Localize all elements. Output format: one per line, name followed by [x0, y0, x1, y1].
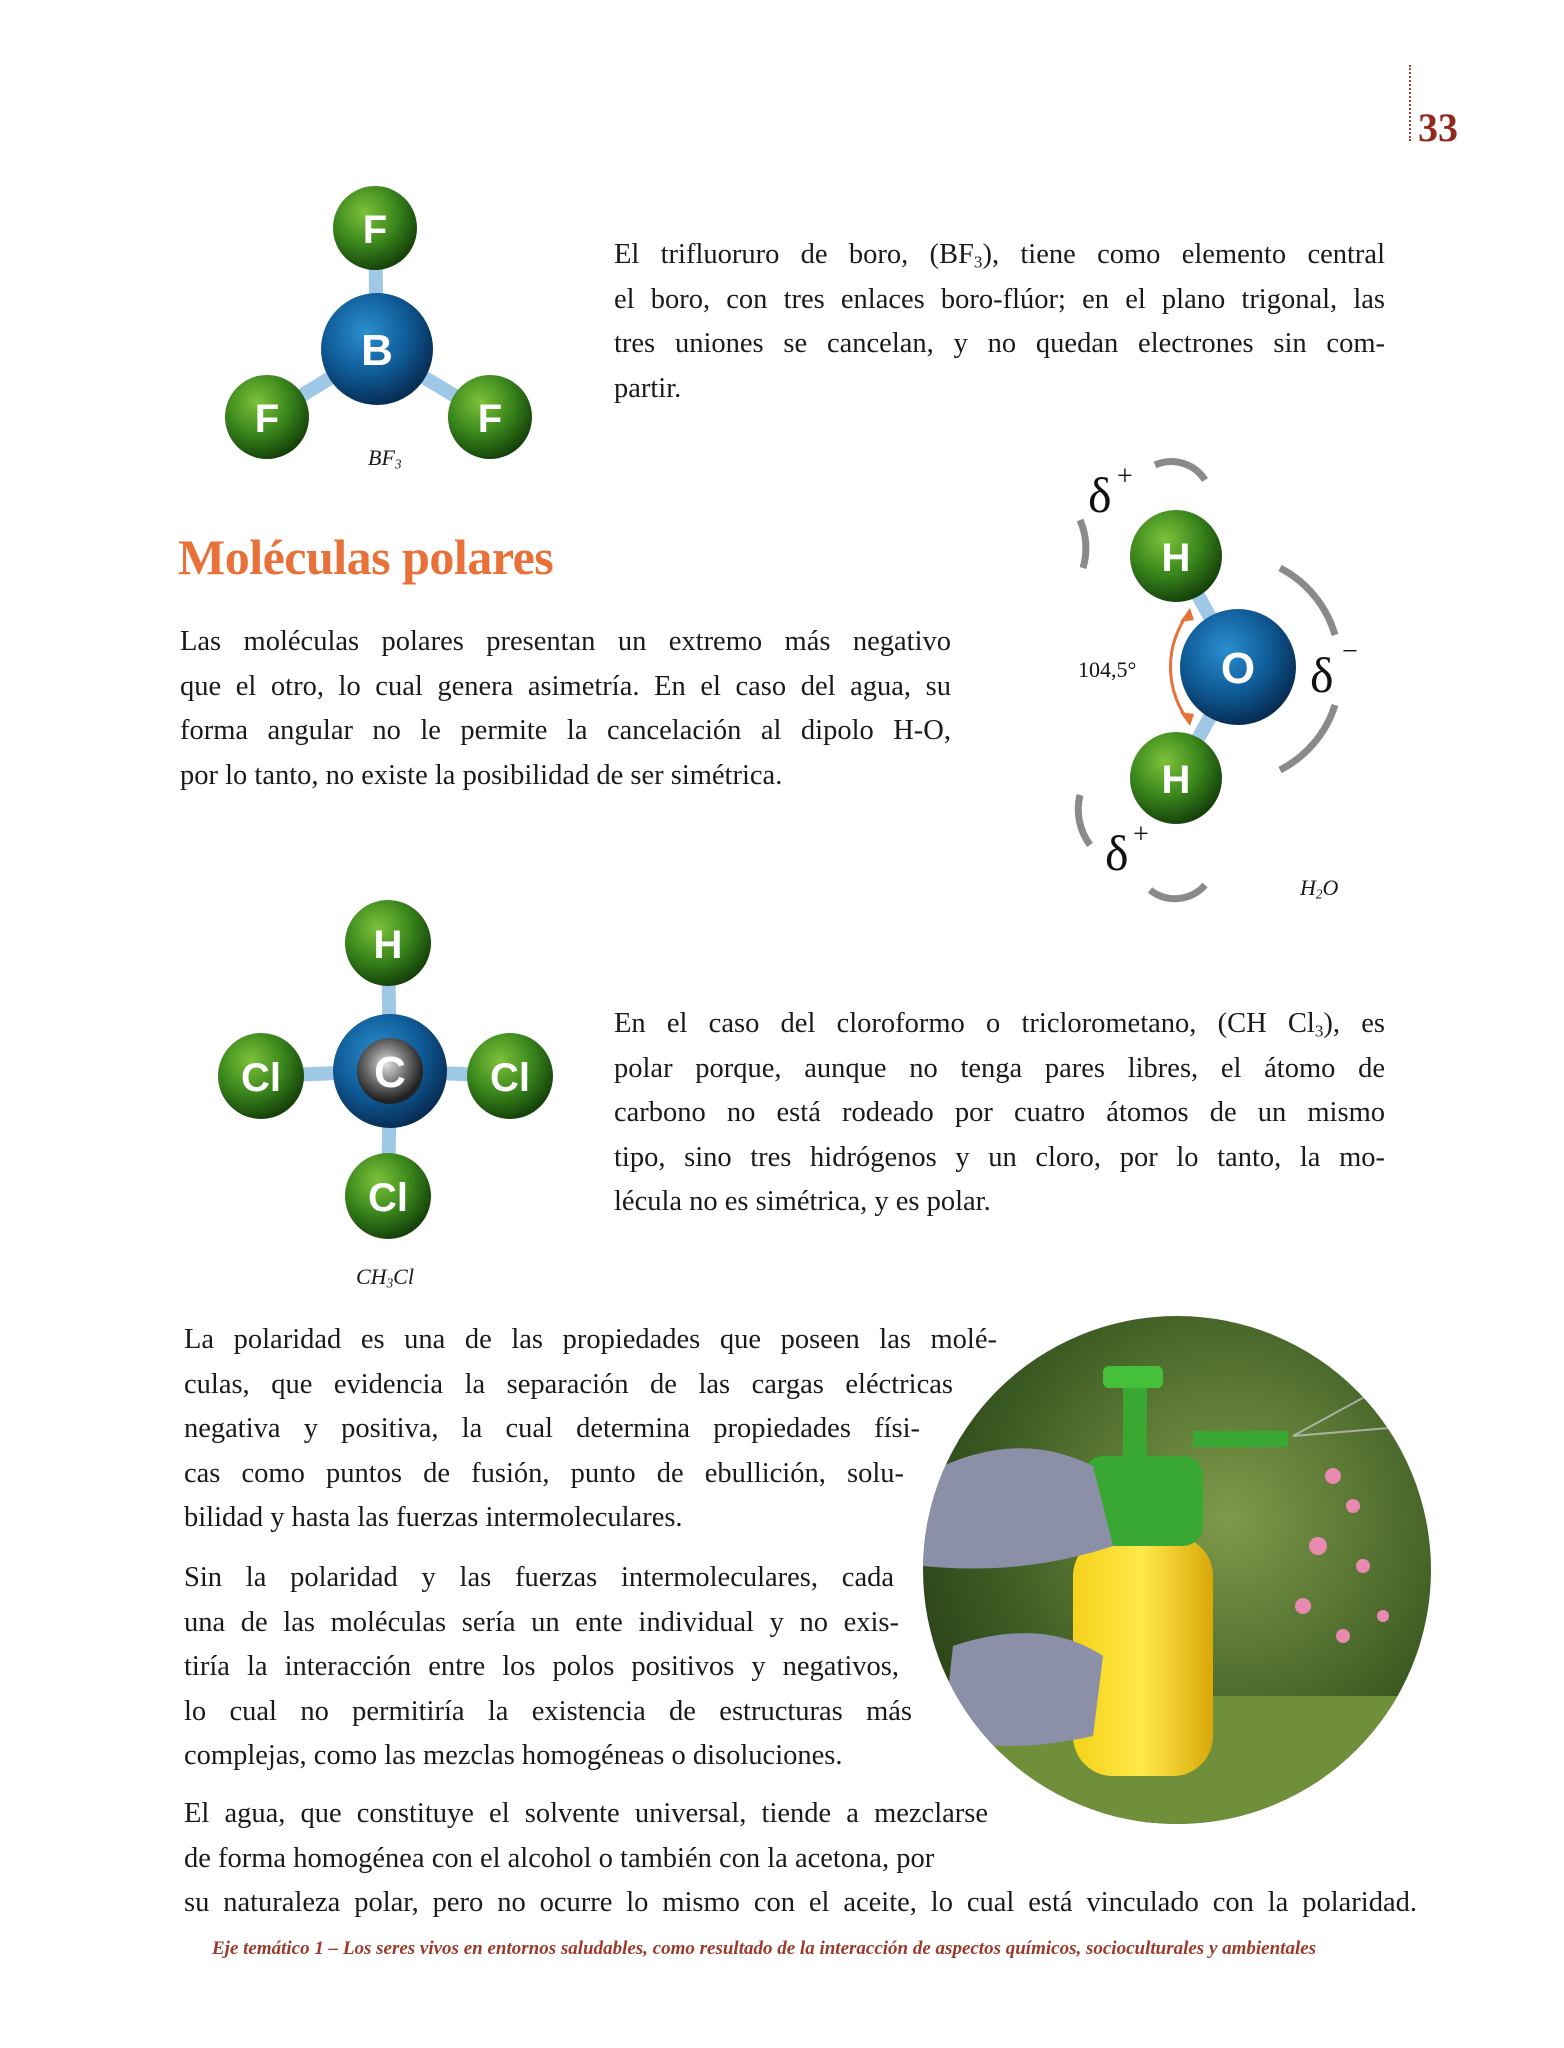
svg-text:C: C: [374, 1048, 406, 1097]
page-footer: Eje temático 1 – Los seres vivos en entornos saludables, como resultado de la interacción de aspectos químicos, socioculturales y ambientales: [212, 1938, 1317, 1959]
svg-text:H: H: [1161, 758, 1191, 802]
text-line: [184, 1645, 899, 1690]
text-segment: una de las moléculas sería un ente individual y no exis-: [184, 1606, 899, 1638]
text-segment: polar porque, aunque no tenga pares libres, el átomo de: [614, 1052, 1385, 1084]
text-line: [614, 1136, 1385, 1181]
text-segment: ), tiene como elemento central: [982, 239, 1385, 270]
spray-bottle-photo: [923, 1316, 1431, 1824]
paragraph-bf3: [614, 233, 1385, 411]
text-segment: culas, que evidencia la separación de las cargas eléctricas: [184, 1368, 953, 1400]
svg-text:B: B: [361, 326, 393, 375]
text-segment: ), es: [1323, 1008, 1385, 1039]
page-number: 33: [1418, 105, 1458, 150]
svg-text:Cl: Cl: [490, 1056, 530, 1100]
text-segment: El trifluoruro de boro, (BF: [614, 239, 974, 270]
text-segment: que el otro, lo cual genera asimetría. En el caso del agua, su: [180, 670, 951, 702]
svg-text:104,5°: 104,5°: [1078, 657, 1137, 682]
text-segment: su naturaleza polar, pero no ocurre lo mismo con el aceite, lo cual está vinculado con la polaridad.: [184, 1887, 1417, 1919]
bf3-caption: $BF_3$: [368, 445, 402, 472]
text-segment: Las moléculas polares presentan un extremo más negativo: [180, 626, 951, 657]
text-line: [614, 233, 1385, 278]
text-segment: La polaridad es una de las propiedades que poseen las molé-: [184, 1324, 997, 1355]
paragraph-polar-molecules: [180, 620, 951, 798]
svg-text:δ: δ: [1088, 467, 1112, 523]
paragraph-chloroform: [614, 1002, 1385, 1225]
text-line: [180, 620, 951, 665]
svg-text:−: −: [1342, 636, 1358, 667]
text-line: [614, 1047, 1385, 1092]
text-line: [184, 1601, 899, 1646]
svg-text:F: F: [254, 397, 280, 441]
text-segment: por lo tanto, no existe la posibilidad de ser simétrica.: [180, 759, 783, 791]
text-segment: lécula no es simétrica, y es polar.: [614, 1186, 991, 1218]
text-line: [184, 1837, 1054, 1882]
subscript: 3: [973, 252, 983, 272]
ch3cl-molecule: [218, 900, 553, 1239]
text-line: [614, 322, 1385, 367]
paragraph-intermolecular: [184, 1556, 934, 1779]
text-segment: el boro, con tres enlaces boro-flúor; en el plano trigonal, las: [614, 283, 1385, 315]
text-segment: partir.: [614, 372, 682, 404]
svg-text:+: +: [1117, 461, 1133, 492]
text-segment: tiría la interacción entre los polos positivos y negativos,: [184, 1651, 899, 1683]
text-line: [184, 1690, 912, 1735]
svg-text:H: H: [373, 923, 403, 967]
ch3cl-caption: $CH_3Cl$: [356, 1264, 414, 1291]
text-line: [180, 665, 951, 710]
text-line: [184, 1881, 1417, 1926]
text-segment: tres uniones se cancelan, y no quedan electrones sin com-: [614, 328, 1385, 360]
text-segment: Sin la polaridad y las fuerzas intermoleculares, cada: [184, 1562, 894, 1593]
text-line: [614, 1091, 1385, 1136]
svg-text:Cl: Cl: [241, 1056, 281, 1100]
text-line: [180, 709, 951, 754]
text-line: [614, 1180, 1385, 1225]
text-segment: lo cual no permitiría la existencia de estructuras más: [184, 1695, 912, 1727]
text-segment: de forma homogénea con el alcohol o también con la acetona, por: [184, 1842, 935, 1874]
text-segment: En el caso del cloroformo o triclorometano, (CH Cl: [614, 1008, 1315, 1039]
bf3-molecule: [225, 186, 532, 459]
text-segment: tipo, sino tres hidrógenos y un cloro, por lo tanto, la mo-: [614, 1141, 1385, 1173]
section-heading: Moléculas polares: [178, 529, 554, 585]
text-line: [614, 1002, 1385, 1047]
text-segment: cas como puntos de fusión, punto de ebullición, solu-: [184, 1457, 904, 1489]
text-line: [184, 1734, 934, 1779]
text-line: [184, 1363, 953, 1408]
text-line: [614, 278, 1385, 323]
text-line: [184, 1452, 904, 1497]
svg-text:F: F: [477, 397, 503, 441]
svg-text:H: H: [1161, 536, 1191, 580]
text-line: [184, 1792, 988, 1837]
text-line: [180, 754, 951, 799]
text-segment: carbono no está rodeado por cuatro átomos de un mismo: [614, 1097, 1385, 1129]
svg-text:δ: δ: [1310, 647, 1334, 703]
text-line: [184, 1318, 997, 1363]
svg-text:Cl: Cl: [368, 1176, 408, 1220]
svg-text:O: O: [1220, 644, 1256, 693]
h2o-caption: $H_2O$: [1300, 875, 1339, 902]
text-segment: negativa y positiva, la cual determina propiedades físi-: [184, 1413, 920, 1445]
svg-text:δ: δ: [1105, 825, 1129, 881]
text-line: [614, 367, 1385, 412]
text-line: [184, 1556, 894, 1601]
text-segment: complejas, como las mezclas homogéneas o disoluciones.: [184, 1740, 843, 1772]
text-segment: forma angular no le permite la cancelación al dipolo H-O,: [180, 715, 951, 747]
text-segment: bilidad y hasta las fuerzas intermoleculares.: [184, 1502, 683, 1534]
subscript: 3: [1314, 1021, 1324, 1041]
svg-text:+: +: [1133, 819, 1149, 850]
text-segment: El agua, que constituye el solvente universal, tiende a mezclarse: [184, 1798, 988, 1829]
paragraph-polarity: [184, 1318, 997, 1541]
text-line: [184, 1496, 904, 1541]
svg-text:F: F: [362, 208, 388, 252]
text-line: [184, 1407, 920, 1452]
